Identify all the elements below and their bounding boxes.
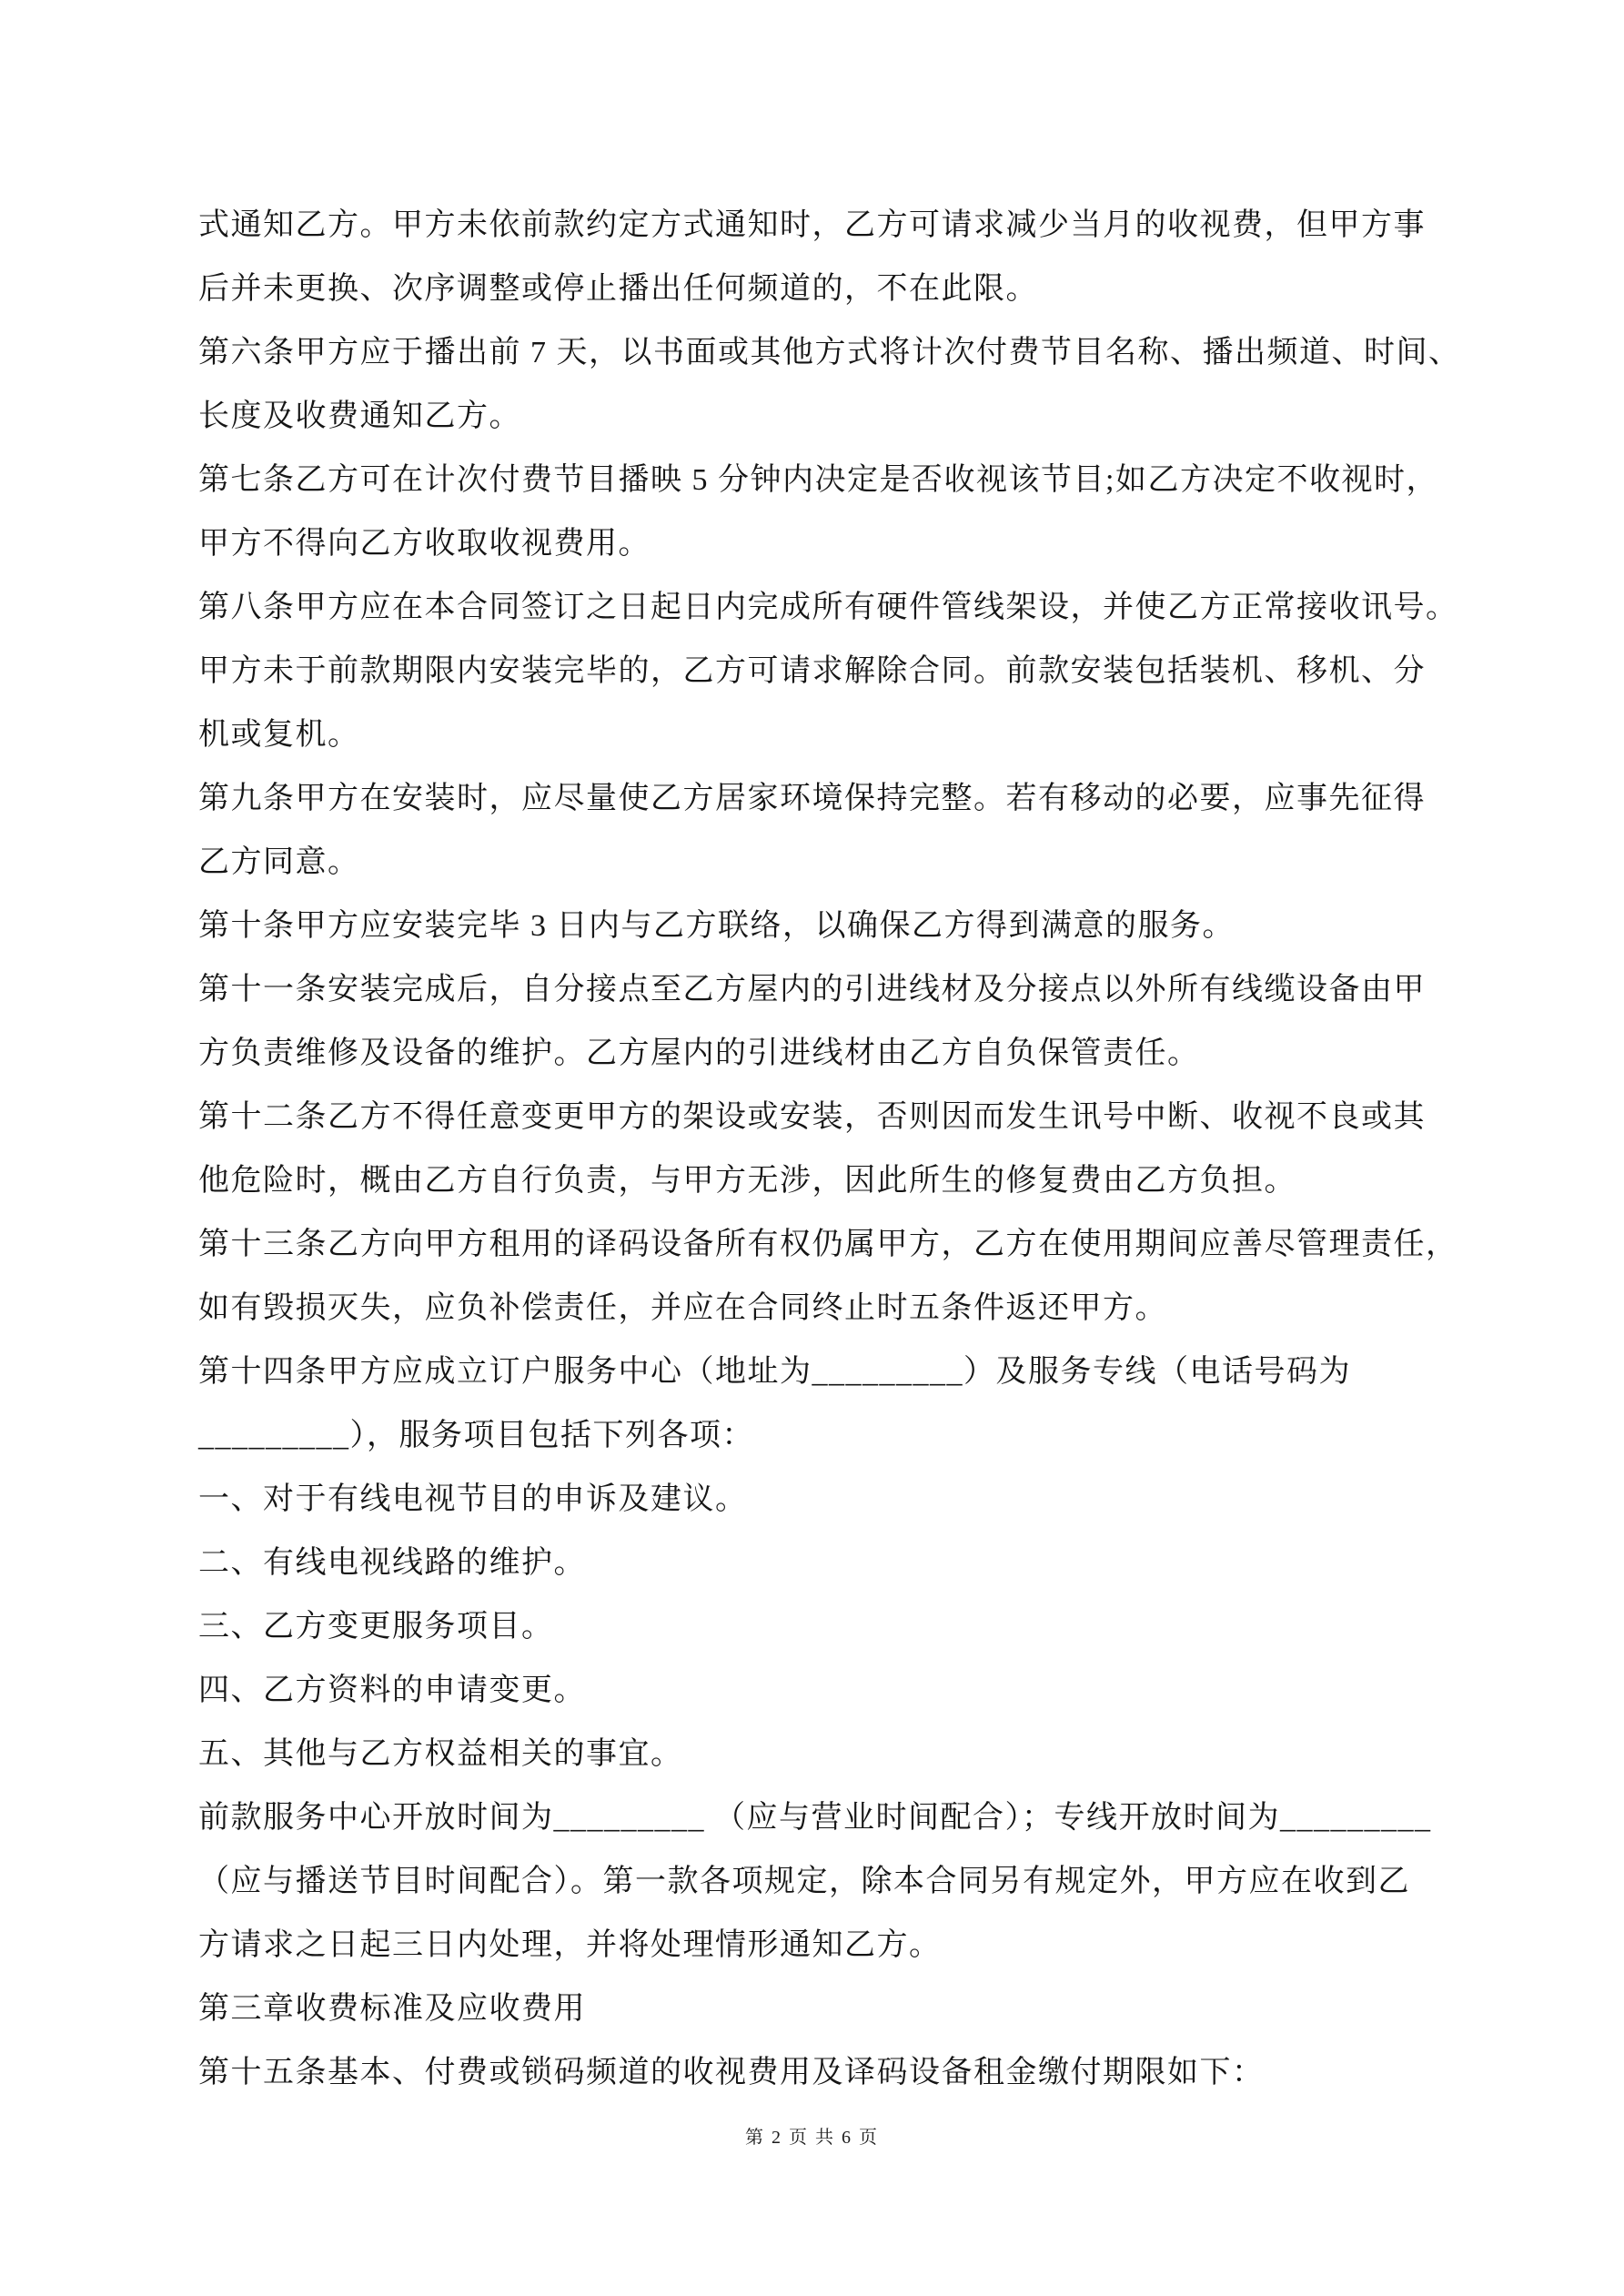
text-line: （应与播送节目时间配合）。第一款各项规定，除本合同另有规定外，甲方应在收到乙	[198, 1865, 1410, 1898]
text-line: 式通知乙方。甲方未依前款约定方式通知时，乙方可请求减少当月的收视费，但甲方事	[198, 208, 1426, 242]
text-line: 他危险时，概由乙方自行负责，与甲方无涉，因此所生的修复费由乙方负担。	[198, 1164, 1296, 1198]
text-line: 第三章收费标准及应收费用	[198, 1992, 586, 2026]
text-line: 第九条甲方在安装时，应尽量使乙方居家环境保持完整。若有移动的必要，应事先征得	[198, 782, 1426, 815]
text-line: 第十一条安装完成后，自分接点至乙方屋内的引进线材及分接点以外所有线缆设备由甲	[198, 973, 1426, 1006]
text-line: 机或复机。	[198, 718, 360, 752]
text-line: 五、其他与乙方权益相关的事宜。	[198, 1737, 683, 1771]
text-line: 第十条甲方应安装完毕 3 日内与乙方联络，以确保乙方得到满意的服务。	[198, 909, 1235, 943]
text-line: 如有毁损灭失，应负补偿责任，并应在合同终止时五条件返还甲方。	[198, 1291, 1167, 1325]
text-line: _________），服务项目包括下列各项：	[198, 1419, 754, 1452]
text-line: 四、乙方资料的申请变更。	[198, 1674, 586, 1707]
text-line: 乙方同意。	[198, 845, 360, 879]
text-line: 方负责维修及设备的维护。乙方屋内的引进线材由乙方自负保管责任。	[198, 1037, 1200, 1070]
text-line: 第十五条基本、付费或锁码频道的收视费用及译码设备租金缴付期限如下：	[198, 2056, 1265, 2089]
document-body	[198, 194, 1461, 2105]
text-line: 后并未更换、次序调整或停止播出任何频道的，不在此限。	[198, 272, 1038, 306]
text-line: 三、乙方变更服务项目。	[198, 1610, 554, 1644]
text-line: 第六条甲方应于播出前 7 天，以书面或其他方式将计次付费节目名称、播出频道、时间、	[198, 336, 1461, 369]
text-line: 第七条乙方可在计次付费节目播映 5 分钟内决定是否收视该节目;如乙方决定不收视时，	[198, 463, 1438, 497]
text-line: 甲方不得向乙方收取收视费用。	[198, 527, 651, 561]
text-line: 第十三条乙方向甲方租用的译码设备所有权仍属甲方，乙方在使用期间应善尽管理责任，	[198, 1228, 1458, 1261]
page-footer: 第 2 页 共 6 页	[745, 2128, 879, 2148]
text-line: 第八条甲方应在本合同签订之日起日内完成所有硬件管线架设，并使乙方正常接收讯号。	[198, 591, 1458, 624]
text-line: 长度及收费通知乙方。	[198, 400, 521, 433]
text-line: 前款服务中心开放时间为_________ （应与营业时间配合）；专线开放时间为_________	[198, 1801, 1432, 1835]
text-line: 一、对于有线电视节目的申诉及建议。	[198, 1482, 748, 1516]
text-line: 第十二条乙方不得任意变更甲方的架设或安装，否则因而发生讯号中断、收视不良或其	[198, 1100, 1426, 1134]
text-line: 方请求之日起三日内处理，并将处理情形通知乙方。	[198, 1928, 942, 1962]
text-line: 甲方未于前款期限内安装完毕的，乙方可请求解除合同。前款安装包括装机、移机、分	[198, 654, 1426, 688]
text-line: 二、有线电视线路的维护。	[198, 1546, 586, 1580]
text-line: 第十四条甲方应成立订户服务中心（地址为_________）及服务专线（电话号码为	[198, 1355, 1351, 1389]
